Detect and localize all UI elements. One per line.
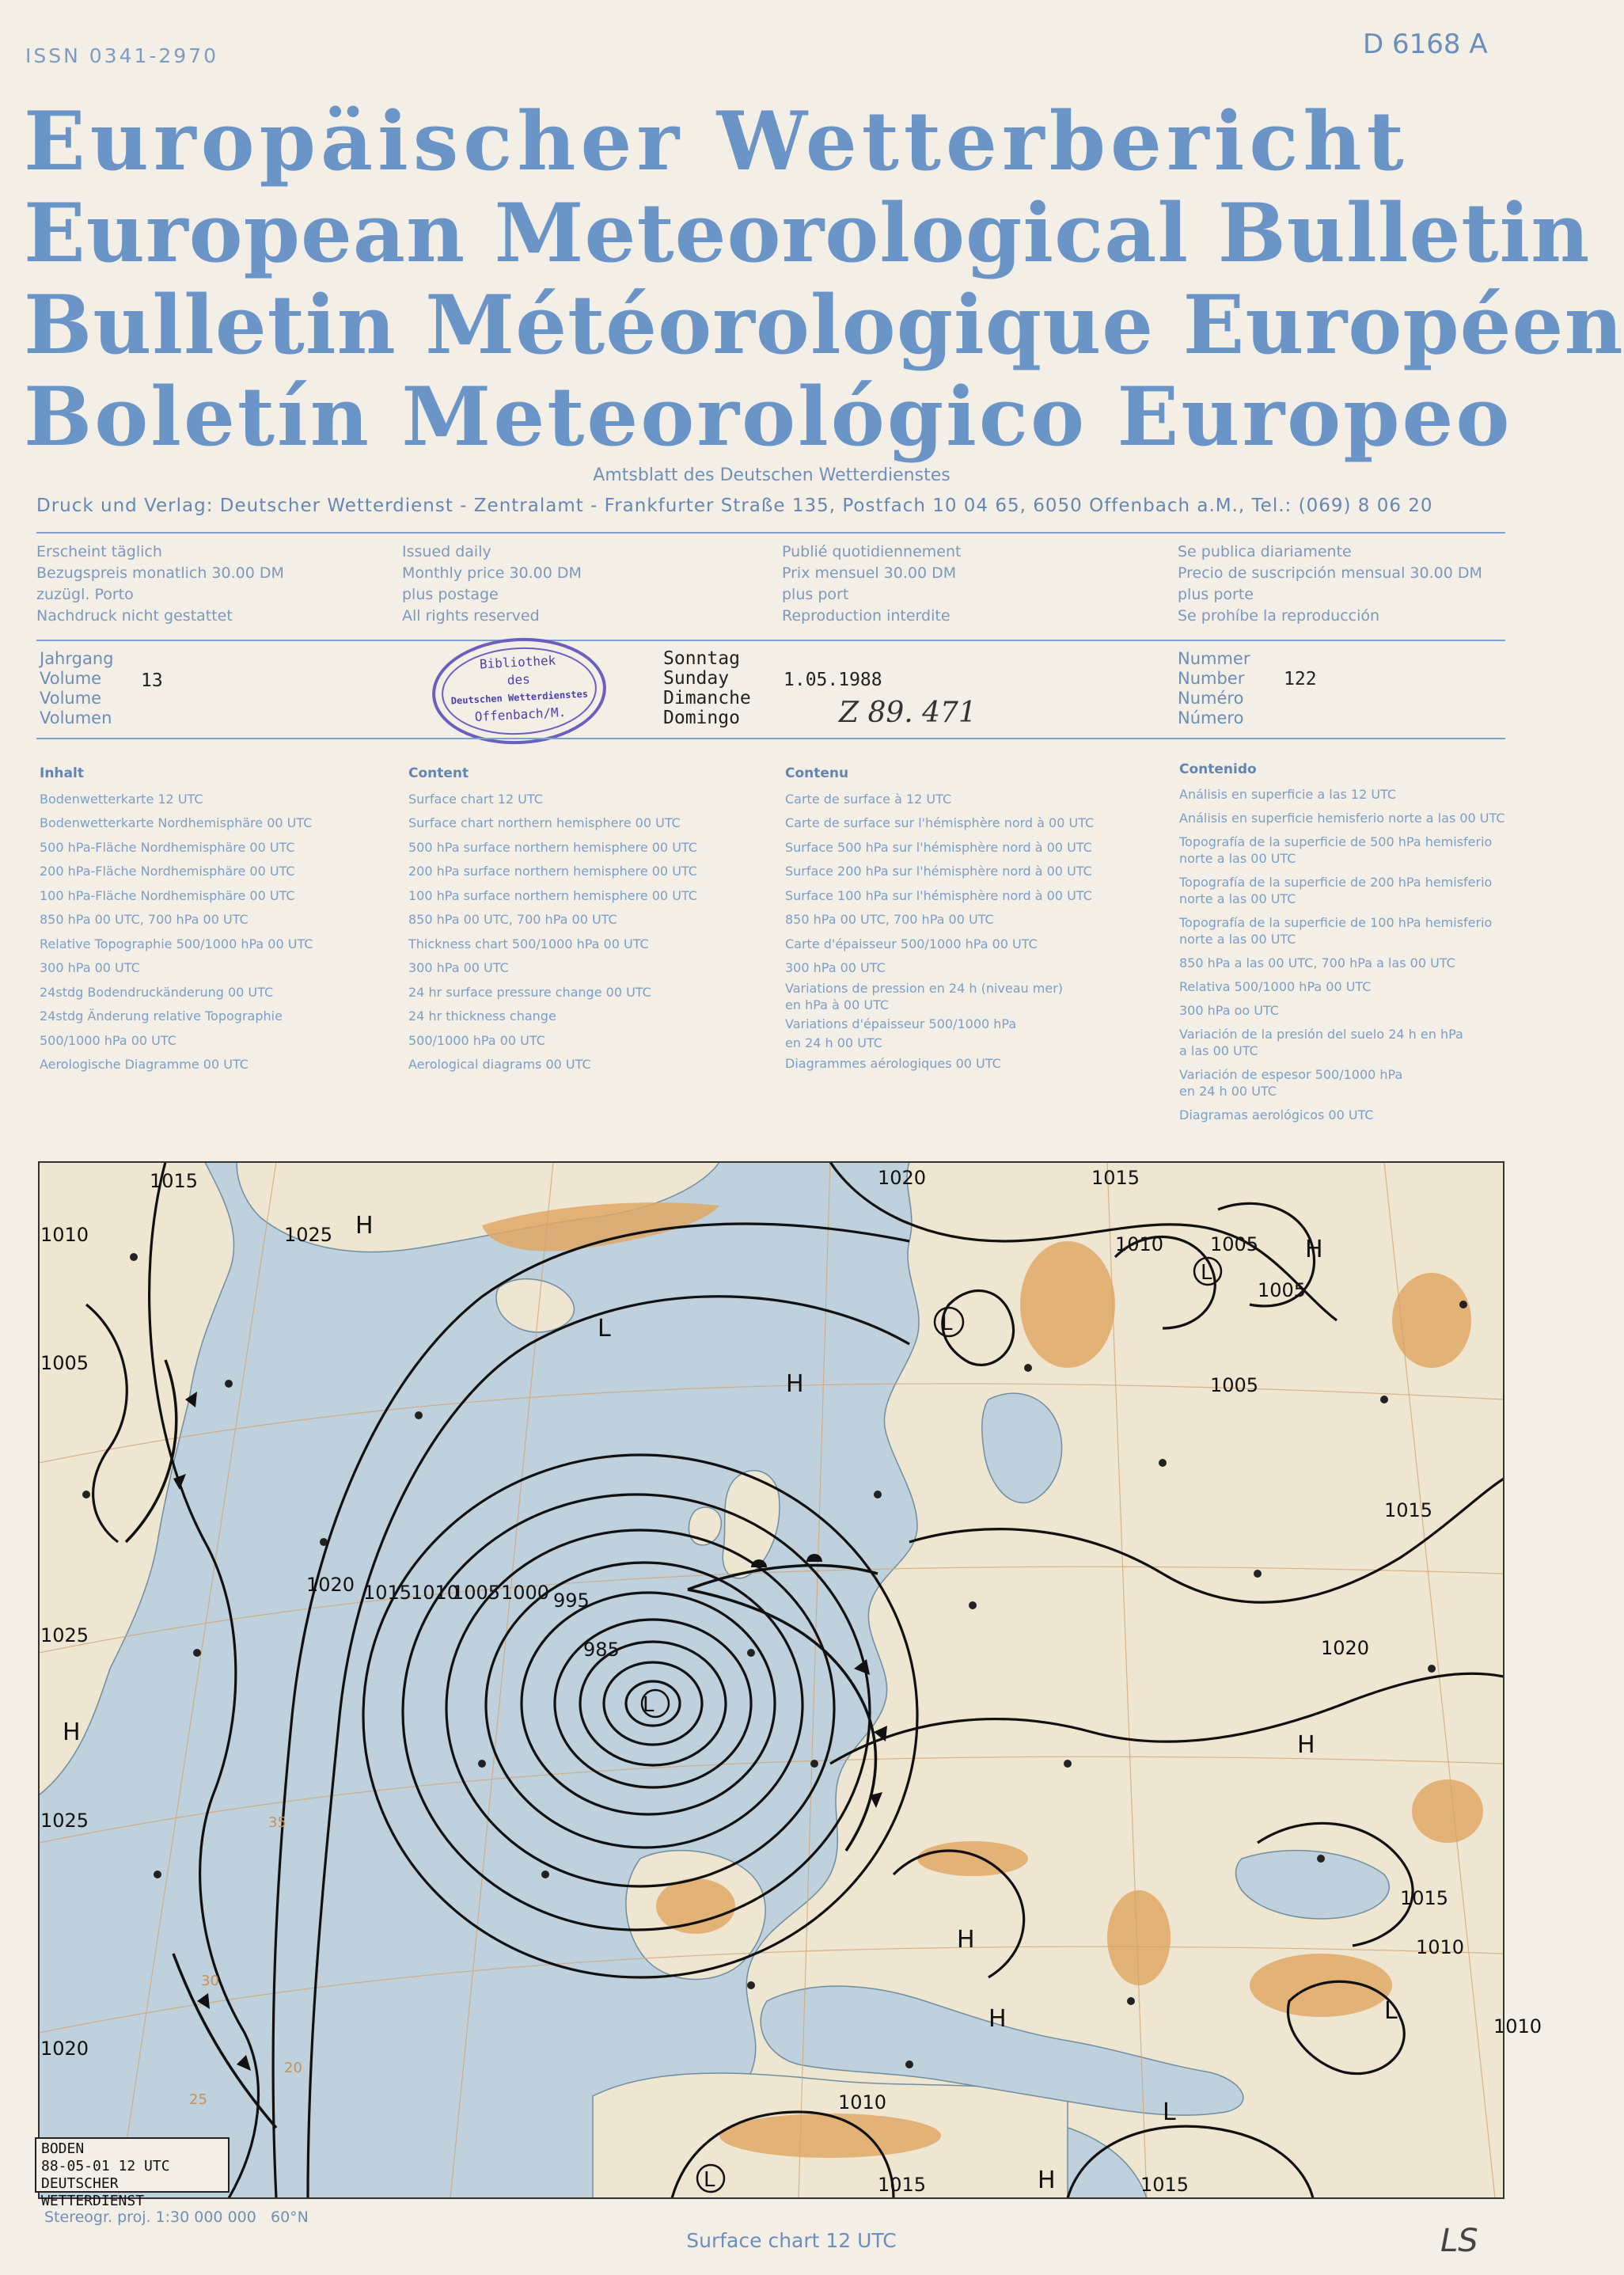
- stamp-line: Offenbach/M.: [474, 704, 567, 724]
- contents-item: 24 hr thickness change: [408, 1008, 556, 1024]
- contents-heading: Contenido: [1179, 761, 1257, 777]
- station-marker: [747, 1649, 755, 1657]
- number-label: Nummer: [1178, 649, 1250, 668]
- isobar-label: 1015: [1140, 2174, 1190, 2196]
- contents-item: Diagrammes aérologiques 00 UTC: [785, 1055, 1001, 1071]
- isobar-label: 985: [583, 1639, 620, 1661]
- isobar-label: 1015: [1384, 1499, 1433, 1521]
- issue-date: 1.05.1988: [784, 670, 882, 690]
- publication-info-german: [36, 541, 284, 627]
- contents-item: Topografía de la superficie de 500 hPa hemisferio: [1179, 834, 1493, 849]
- relief-anatolia: [1250, 1954, 1392, 2017]
- pub-line: Se publica diariamente: [1178, 543, 1352, 560]
- isobar-label: 1005: [40, 1352, 89, 1374]
- isobar-label: 1020: [1321, 1637, 1370, 1659]
- pub-line: zuzügl. Porto: [36, 586, 134, 603]
- weekday-labels: [663, 649, 751, 728]
- high-pressure-center: H: [957, 1926, 975, 1954]
- station-marker: [541, 1871, 549, 1878]
- legend-line: DEUTSCHER WETTERDIENST: [41, 2175, 145, 2209]
- low-pressure-center: L: [704, 2168, 715, 2192]
- surface-weather-map: [39, 1162, 1542, 2198]
- isobar-label: 1005: [1258, 1279, 1307, 1301]
- pub-line: All rights reserved: [402, 607, 540, 625]
- number-label: Numéro: [1178, 689, 1244, 708]
- isobar-label: 1010: [1493, 2015, 1542, 2038]
- title-french: Bulletin Météorologique Européen: [24, 278, 1624, 373]
- contents-french: [785, 761, 1094, 1076]
- volume-label: Volume: [40, 689, 102, 708]
- pub-line: Precio de suscripción mensual 30.00 DM: [1178, 564, 1482, 582]
- contents-item: Topografía de la superficie de 200 hPa hemisferio: [1179, 875, 1493, 890]
- issn-number: ISSN 0341-2970: [25, 44, 219, 67]
- contents-item: Bodenwetterkarte 12 UTC: [40, 791, 203, 807]
- isobar-label: 995: [553, 1589, 590, 1612]
- contents-item: Variación de la presión del suelo 24 h en hPa: [1179, 1027, 1463, 1042]
- pub-line: plus porte: [1178, 586, 1254, 603]
- relief-caucasus: [1412, 1779, 1483, 1843]
- publisher-address: Druck und Verlag: Deutscher Wetterdienst - Zentralamt - Frankfurter Straße 135, Postfach 10 04 65, 6050 Offenbach a.M., Tel.: (069) 8 06 20: [36, 496, 1433, 516]
- isobar-label: 1015: [1400, 1887, 1449, 1909]
- weekday-label: Domingo: [663, 708, 740, 728]
- relief-balkans: [1107, 1890, 1171, 1985]
- contents-item: Variación de espesor 500/1000 hPa: [1179, 1067, 1403, 1082]
- low-pressure-center: L: [598, 1315, 611, 1343]
- contents-item: Diagramas aerológicos 00 UTC: [1179, 1107, 1374, 1122]
- contents-item: Aerologische Diagramme 00 UTC: [40, 1057, 249, 1072]
- isobar-label: 1025: [284, 1224, 333, 1246]
- contents-item: en 24 h 00 UTC: [785, 1035, 882, 1050]
- relief-alps: [917, 1841, 1028, 1876]
- station-marker: [193, 1649, 201, 1657]
- contents-item: 850 hPa a las 00 UTC, 700 hPa a las 00 UTC: [1179, 955, 1455, 970]
- contents-item: 200 hPa-Fläche Nordhemisphäre 00 UTC: [40, 864, 295, 879]
- library-stamp: [430, 633, 609, 748]
- latitude-label: 25: [189, 2091, 207, 2108]
- publication-code: D 6168 A: [1363, 28, 1488, 60]
- contents-item: en 24 h 00 UTC: [1179, 1084, 1277, 1099]
- contents-item: 300 hPa 00 UTC: [408, 960, 509, 975]
- low-pressure-center: L: [941, 1312, 953, 1335]
- publication-info-english: [402, 541, 582, 627]
- contents-item: 300 hPa 00 UTC: [40, 960, 140, 975]
- contents-item: Bodenwetterkarte Nordhemisphäre 00 UTC: [40, 815, 313, 830]
- stamp-line: Bibliothek: [479, 652, 556, 672]
- relief-urals: [1392, 1273, 1471, 1368]
- contents-item: Surface 100 hPa sur l'hémisphère nord à 00 UTC: [785, 887, 1092, 903]
- contents-item: norte a las 00 UTC: [1179, 851, 1296, 866]
- isobar-label: 1015: [878, 2174, 927, 2196]
- contents-heading: Contenu: [785, 765, 849, 781]
- station-marker: [1317, 1855, 1325, 1863]
- map-caption: Surface chart 12 UTC: [686, 2229, 897, 2252]
- title-spanish: Boletín Meteorológico Europeo: [24, 370, 1512, 465]
- contents-item: 500/1000 hPa 00 UTC: [40, 1032, 176, 1048]
- isobar-label: 1005: [1210, 1233, 1259, 1255]
- isobar-label: 1005: [1210, 1374, 1259, 1396]
- isobar-label: 1025: [40, 1810, 89, 1832]
- isobar-label: 1010: [1416, 1936, 1465, 1958]
- high-pressure-center: H: [1038, 2167, 1056, 2194]
- pub-line: Bezugspreis monatlich 30.00 DM: [36, 564, 284, 582]
- station-marker: [1254, 1570, 1262, 1578]
- contents-item: Análisis en superficie a las 12 UTC: [1179, 787, 1397, 802]
- contents-item: Variations d'épaisseur 500/1000 hPa: [785, 1016, 1017, 1031]
- station-marker: [154, 1871, 161, 1878]
- volume-label: Jahrgang: [40, 649, 114, 668]
- stamp-line: Deutschen Wetterdienstes: [450, 688, 589, 707]
- contents-spanish: [1179, 761, 1505, 1123]
- pub-line: Nachdruck nicht gestattet: [36, 607, 233, 625]
- official-gazette-line: Amtsblatt des Deutschen Wetterdienstes: [593, 465, 950, 485]
- latitude-label: 30: [201, 1973, 219, 1989]
- pub-line: Erscheint täglich: [36, 543, 162, 560]
- map-legend-box: [35, 2137, 230, 2209]
- handwritten-initials: LS: [1440, 2223, 1478, 2259]
- isobar-label: 1010: [1115, 1233, 1164, 1255]
- station-marker: [1064, 1760, 1072, 1768]
- contents-item: Surface chart 12 UTC: [408, 791, 543, 807]
- relief-scandinavia: [1020, 1241, 1115, 1368]
- divider: [36, 640, 1505, 641]
- station-marker: [225, 1380, 233, 1388]
- publication-info-spanish: [1178, 541, 1482, 627]
- contents-heading: Content: [408, 765, 469, 781]
- station-marker: [1459, 1301, 1467, 1308]
- isobar-label: 1010: [40, 1224, 89, 1246]
- relief-atlas: [719, 2114, 941, 2158]
- contents-item: Análisis en superficie hemisferio norte a las 00 UTC: [1179, 811, 1505, 826]
- latitude-label: 20: [284, 2060, 302, 2076]
- station-marker: [1159, 1459, 1167, 1467]
- contents-item: norte a las 00 UTC: [1179, 932, 1296, 947]
- station-marker: [1428, 1665, 1436, 1673]
- latitude-note: 60°N: [271, 2209, 309, 2226]
- contents-item: Carte de surface à 12 UTC: [785, 791, 952, 807]
- contents-item: 24stdg Bodendruckänderung 00 UTC: [40, 984, 274, 1000]
- station-marker: [1127, 1997, 1135, 2005]
- contents-item: Relativa 500/1000 hPa 00 UTC: [1179, 979, 1372, 994]
- contents-item: Variations de pression en 24 h (niveau mer): [785, 980, 1064, 996]
- volume-labels: [40, 649, 113, 728]
- title-english: European Meteorological Bulletin: [24, 186, 1591, 281]
- issue-number: 122: [1284, 669, 1317, 689]
- high-pressure-center: H: [355, 1212, 374, 1240]
- isobar-label: 1005: [452, 1582, 501, 1604]
- low-pressure-center: L: [1384, 1997, 1398, 2025]
- contents-item: Topografía de la superficie de 100 hPa hemisferio: [1179, 915, 1493, 930]
- contents-item: 500 hPa-Fläche Nordhemisphäre 00 UTC: [40, 839, 295, 855]
- title-german: Europäischer Wetterbericht: [24, 94, 1409, 189]
- pub-line: Prix mensuel 30.00 DM: [782, 564, 957, 582]
- contents-item: Carte d'épaisseur 500/1000 hPa 00 UTC: [785, 936, 1038, 951]
- weekday-label: Sonntag: [663, 648, 740, 669]
- isobar-label: 1015: [1091, 1167, 1140, 1189]
- low-pressure-center: L: [1201, 1261, 1212, 1285]
- pub-line: Publié quotidiennement: [782, 543, 962, 560]
- low-pressure-center: L: [643, 1693, 655, 1717]
- low-pressure-center: L: [1163, 2098, 1176, 2126]
- isobar-label: 1015: [150, 1170, 199, 1192]
- contents-item: norte a las 00 UTC: [1179, 891, 1296, 906]
- contents-item: Relative Topographie 500/1000 hPa 00 UTC: [40, 936, 313, 951]
- stamp-line: des: [507, 671, 531, 688]
- isobar-label: 1020: [306, 1574, 355, 1596]
- contents-item: 100 hPa surface northern hemisphere 00 UTC: [408, 887, 697, 903]
- isobar-label: 1015: [363, 1582, 412, 1604]
- handwritten-accession: Z 89. 471: [839, 697, 977, 729]
- isobar-label: 1025: [40, 1624, 89, 1646]
- station-marker: [905, 2060, 913, 2068]
- contents-item: 850 hPa 00 UTC, 700 hPa 00 UTC: [408, 912, 617, 927]
- legend-line: BODEN: [41, 2140, 85, 2157]
- contents-item: 24stdg Änderung relative Topographie: [40, 1008, 283, 1024]
- station-marker: [415, 1411, 423, 1419]
- station-marker: [747, 1981, 755, 1989]
- high-pressure-center: H: [988, 2005, 1007, 2033]
- station-marker: [810, 1760, 818, 1768]
- divider: [36, 532, 1505, 534]
- high-pressure-center: H: [1305, 1236, 1323, 1263]
- high-pressure-center: H: [786, 1370, 804, 1398]
- relief-iberia: [656, 1878, 735, 1934]
- legend-line: 88-05-01 12 UTC: [41, 2158, 170, 2174]
- station-marker: [320, 1538, 328, 1546]
- contents-item: Surface chart northern hemisphere 00 UTC: [408, 815, 681, 830]
- weekday-label: Dimanche: [663, 688, 751, 708]
- contents-item: 850 hPa 00 UTC, 700 hPa 00 UTC: [785, 912, 994, 927]
- number-label: Number: [1178, 669, 1245, 688]
- pub-line: plus postage: [402, 586, 499, 603]
- isobar-label: 1000: [501, 1582, 550, 1604]
- contents-item: 24 hr surface pressure change 00 UTC: [408, 984, 651, 1000]
- high-pressure-center: H: [1297, 1731, 1315, 1759]
- contents-item: 850 hPa 00 UTC, 700 hPa 00 UTC: [40, 912, 249, 927]
- isobar-label: 1020: [40, 2038, 89, 2060]
- projection-note: Stereogr. proj. 1:30 000 000: [44, 2209, 256, 2226]
- weekday-label: Sunday: [663, 668, 730, 689]
- contents-item: a las 00 UTC: [1179, 1043, 1258, 1058]
- contents-item: Aerological diagrams 00 UTC: [408, 1057, 591, 1072]
- contents-item: 300 hPa 00 UTC: [785, 960, 886, 975]
- pub-line: plus port: [782, 586, 849, 603]
- contents-item: Surface 500 hPa sur l'hémisphère nord à 00 UTC: [785, 839, 1092, 855]
- contents-heading: Inhalt: [40, 765, 84, 781]
- contents-item: Thickness chart 500/1000 hPa 00 UTC: [408, 936, 649, 951]
- number-labels: [1178, 649, 1250, 728]
- high-pressure-center: H: [63, 1719, 81, 1746]
- station-marker: [1024, 1364, 1032, 1372]
- isobar-label: 1020: [878, 1167, 927, 1189]
- station-marker: [874, 1491, 882, 1498]
- station-marker: [130, 1253, 138, 1261]
- station-marker: [1380, 1396, 1388, 1403]
- pub-line: Reproduction interdite: [782, 607, 950, 625]
- station-marker: [969, 1601, 977, 1609]
- contents-german: [40, 761, 313, 1077]
- volume-label: Volumen: [40, 708, 112, 727]
- divider: [36, 738, 1505, 739]
- publication-info-french: [782, 541, 961, 627]
- contents-item: 100 hPa-Fläche Nordhemisphäre 00 UTC: [40, 887, 295, 903]
- pub-line: Se prohíbe la reproducción: [1178, 607, 1380, 625]
- contents-item: Carte de surface sur l'hémisphère nord à 00 UTC: [785, 815, 1095, 830]
- latitude-label: 35: [268, 1814, 286, 1831]
- contents-item: 500/1000 hPa 00 UTC: [408, 1032, 545, 1048]
- contents-item: 300 hPa oo UTC: [1179, 1003, 1279, 1018]
- contents-english: [408, 761, 697, 1077]
- pub-line: Issued daily: [402, 543, 491, 560]
- number-label: Número: [1178, 708, 1244, 727]
- volume-value: 13: [141, 670, 163, 691]
- volume-label: Volume: [40, 669, 102, 688]
- contents-item: Surface 200 hPa sur l'hémisphère nord à 00 UTC: [785, 864, 1092, 879]
- contents-item: en hPa à 00 UTC: [785, 997, 890, 1012]
- contents-item: 500 hPa surface northern hemisphere 00 UTC: [408, 839, 697, 855]
- pub-line: Monthly price 30.00 DM: [402, 564, 582, 582]
- station-marker: [82, 1491, 90, 1498]
- station-marker: [478, 1760, 486, 1768]
- isobar-label: 1010: [411, 1582, 460, 1604]
- isobar-label: 1010: [838, 2091, 887, 2114]
- contents-item: 200 hPa surface northern hemisphere 00 UTC: [408, 864, 697, 879]
